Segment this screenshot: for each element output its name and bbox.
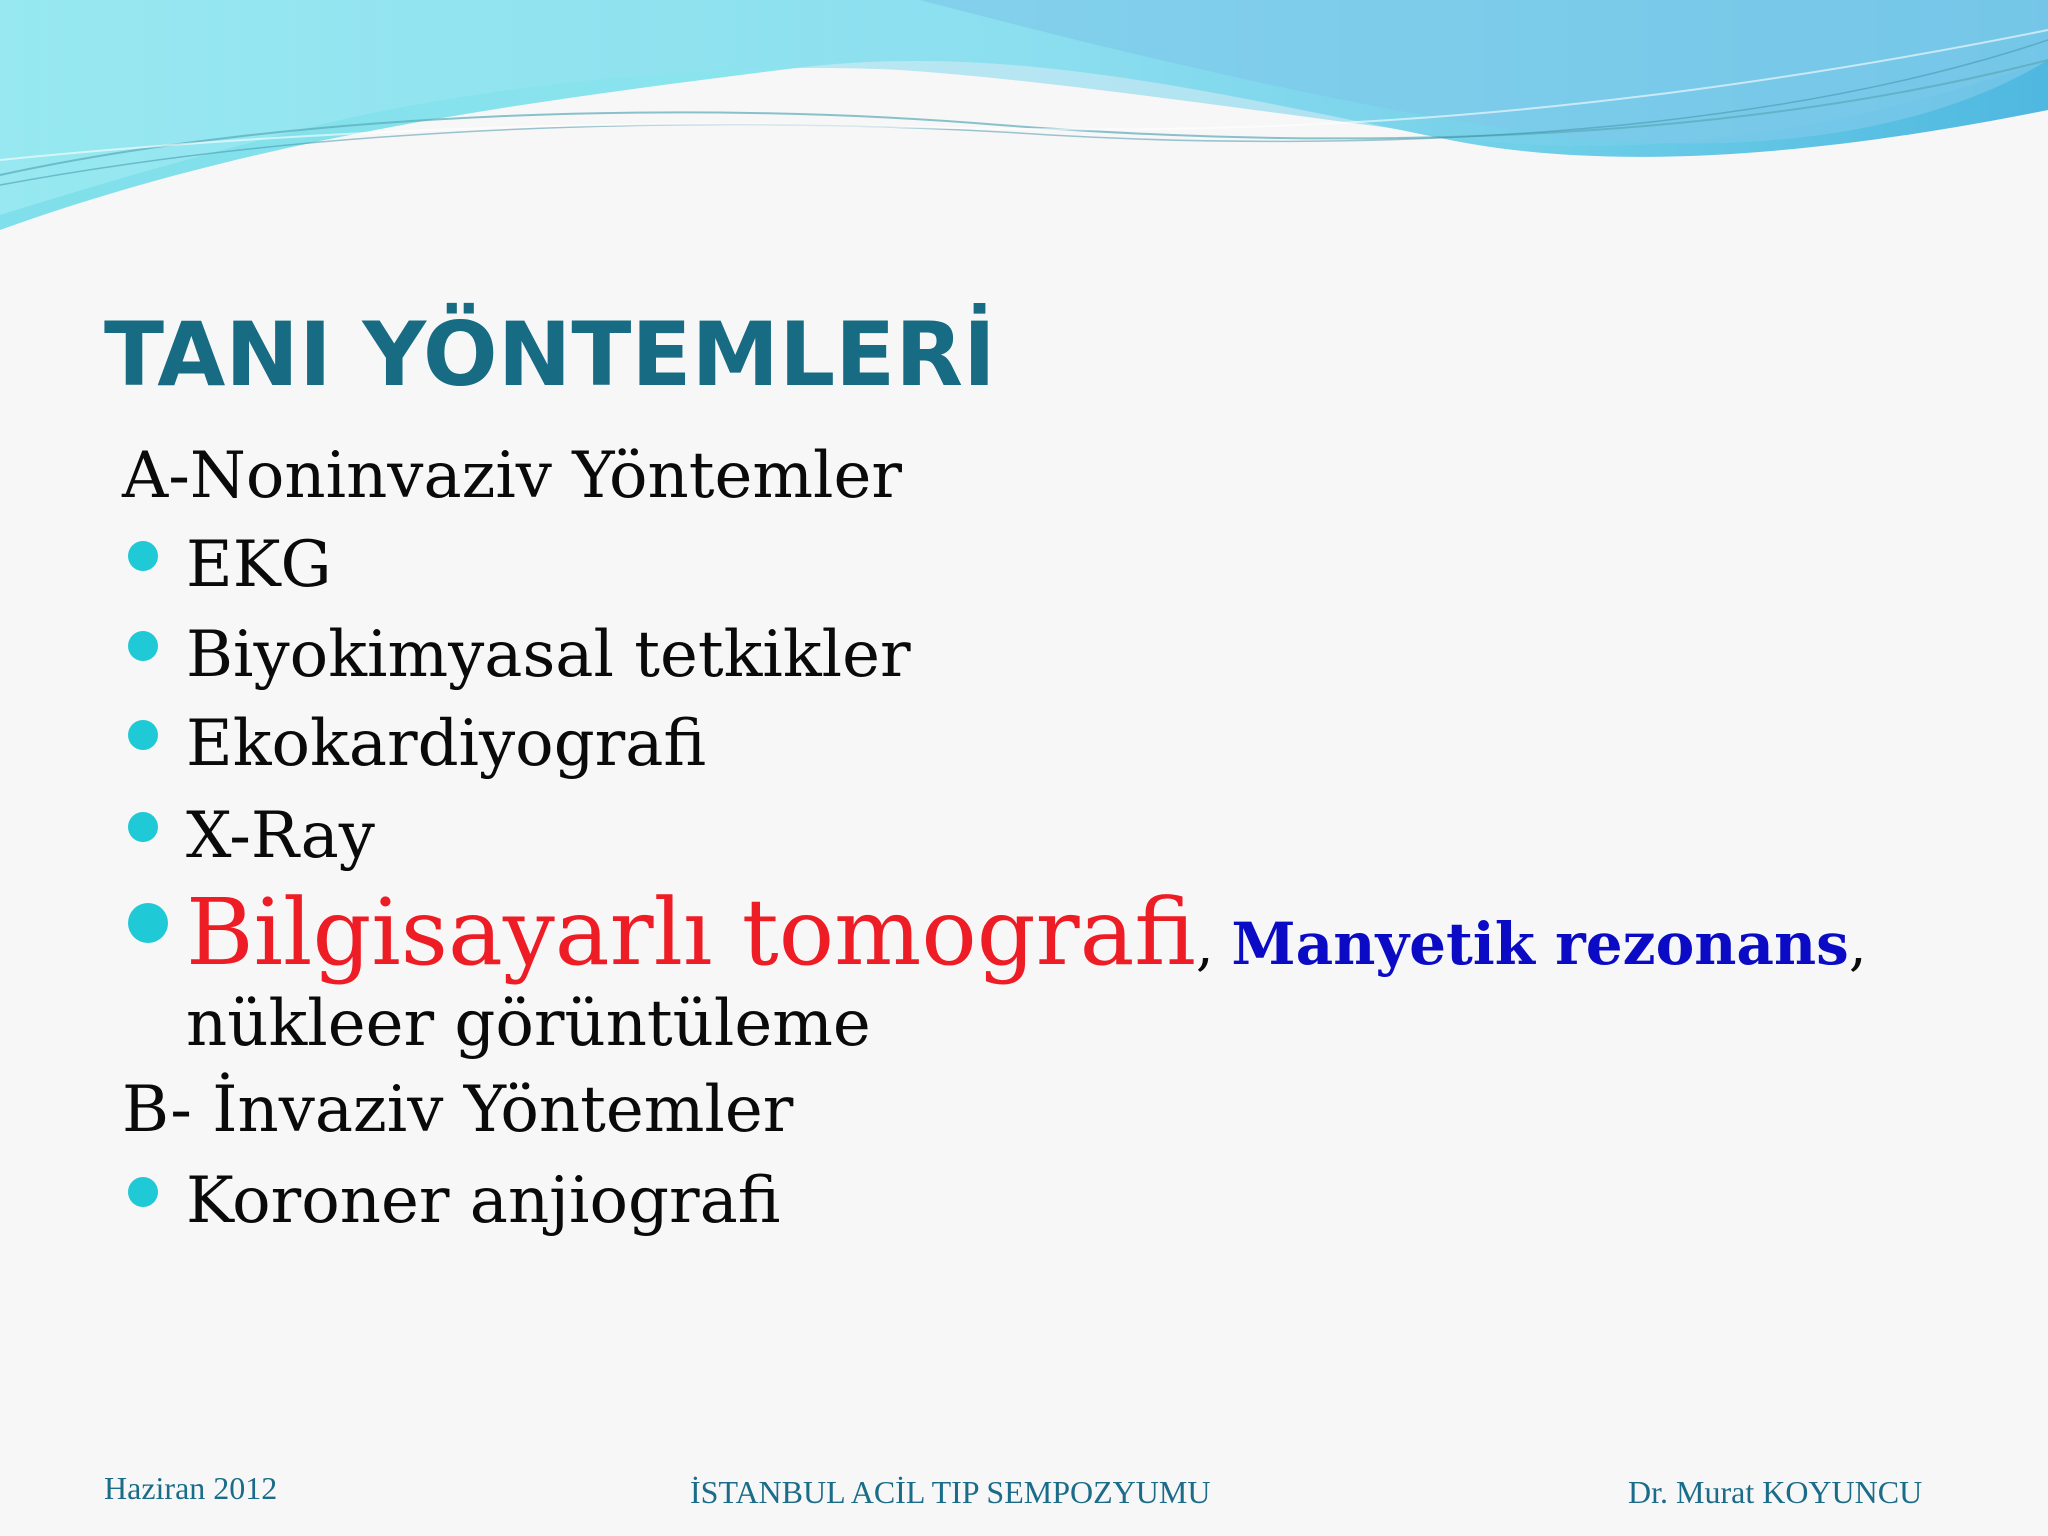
imaging-separator: , [1195,913,1232,978]
imaging-ct-text: Bilgisayarlı tomografi [186,879,1196,986]
slide-title: TANI YÖNTEMLERİ [104,303,996,406]
list-item-imaging [186,878,1867,988]
section-b-heading: B- İnvaziv Yöntemler [122,1073,794,1147]
header-wave-decoration [0,0,2048,240]
bullet-icon [128,631,158,661]
footer-event: İSTANBUL ACİL TIP SEMPOZYUMU [690,1474,1211,1510]
footer-author: Dr. Murat KOYUNCU [1628,1474,1923,1510]
bullet-icon [128,541,158,571]
list-item-eko: Ekokardiyografi [186,707,707,781]
imaging-separator: , [1848,913,1867,978]
list-item-angio: Koroner anjiografi [186,1164,781,1238]
bullet-icon [128,1177,158,1207]
bullet-icon [128,812,158,842]
footer-date: Haziran 2012 [104,1470,278,1506]
list-item-ekg: EKG [186,528,332,602]
imaging-mr-text: Manyetik rezonans [1231,910,1849,978]
list-item-imaging-nuclear: nükleer görüntüleme [186,987,871,1061]
list-item-xray: X-Ray [186,799,375,873]
bullet-icon [128,720,158,750]
list-item-biyokimya: Biyokimyasal tetkikler [186,618,911,692]
section-a-heading: A-Noninvaziv Yöntemler [122,439,902,513]
bullet-icon [128,903,168,943]
